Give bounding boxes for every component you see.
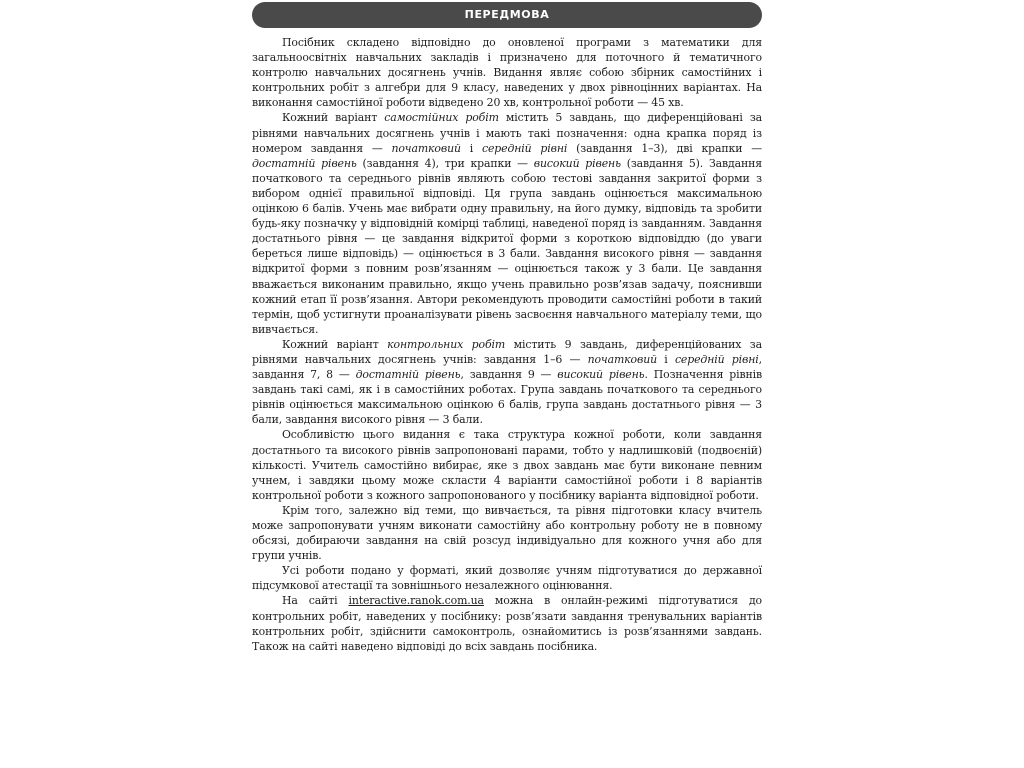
italic-term: самостійних робіт <box>384 111 499 125</box>
italic-term: достатній рівень <box>252 156 357 170</box>
paragraph: Посібник складено відповідно до оновленої програми з математики для загальноосвітніх навчальних закладів і призначено для поточного й тематичного контролю навчальних досягнень учнів. Видання являє собою збірник самостійних і контрольних робіт з алгебри для 9 класу, наведених у двох рівноцінних варіантах. На виконання самостійної роботи відведено 20 хв, контрольної роботи — 45 хв. <box>252 36 762 110</box>
document-page <box>252 0 762 768</box>
paragraph: Усі роботи подано у форматі, який дозволяє учням підготуватися до державної підсумкової атестації та зовнішнього незалежного оцінювання. <box>252 564 762 593</box>
website-link[interactable]: interactive.ranok.com.ua <box>348 594 484 608</box>
preface-body <box>252 35 762 654</box>
paragraph: Кожний варіант контрольних робіт містить 9 завдань, диференційованих за рівнями навчальних досягнень учнів: завдання 1–6 — початковий і середній рівні, завдання 7, 8 — достатній рівень, завдання 9 — високий рівень. Позначення рівнів завдань такі самі, як і в самостійних роботах. Група завдань початкового та середнього рівнів оцінюється максимальною оцінкою 6 балів, група завдань достатнього рівня — 3 бали, завдання високого рівня — 3 бали. <box>252 337 762 427</box>
italic-term: середній рівні <box>481 141 568 155</box>
italic-term: початковий <box>391 141 461 155</box>
paragraph: Крім того, залежно від теми, що вивчається, та рівня підготовки класу вчитель може запропонувати учням виконати самостійну або контрольну роботу не в повному обсязі, добираючи завдання на свій розсуд індивідуально для кожного учня або для групи учнів. <box>252 503 762 563</box>
italic-term: початковий <box>587 352 657 366</box>
italic-term: достатній рівень <box>355 368 461 382</box>
paragraph: Кожний варіант самостійних робіт містить 5 завдань, що диференційовані за рівнями навчальних досягнень учнів і мають такі позначення: одна крапка поряд із номером завдання — початковий і середній рівні (завдання 1–3), дві крапки — достатній рівень (завдання 4), три крапки — високий рівень (завдання 5). Завдання початкового та середнього рівнів являють собою тестові завдання закритої форми з вибором однієї правильної відповіді. Ця група завдань оцінюється максимальною оцінкою 6 балів. Учень має вибрати одну правильну, на його думку, відповідь та зробити будь-яку позначку у відповідній комірці таблиці, наведеної поряд із завданням. Завдання достатнього рівня — це завдання відкритої форми з короткою відповіддю (до уваги береться лише відповідь) — оцінюється в 3 бали. Завдання високого рівня — завдання відкритої форми з повним розв’язанням — оцінюється також у 3 бали. Це завдання вважається виконаним правильно, якщо учень правильно розв’язав задачу, пояснивши кожний етап її розв’язання. Автори рекомендують проводити самостійні роботи в такий термін, щоб устигнути проаналізувати рівень засвоєння навчального матеріалу теми, що вивчається. <box>252 111 763 336</box>
paragraph: Особливістю цього видання є така структура кожної роботи, коли завдання достатнього та високого рівнів запропоновані парами, тобто у надлишковій (подвоєній) кількості. Учитель самостійно вибирає, яке з двох завдань має бути виконане певним учнем, і завдяки цьому може скласти 4 варіанти самостійної роботи і 8 варіантів контрольної роботи з кожного запропонованого у посібнику варіанта відповідної роботи. <box>252 428 762 502</box>
italic-term: середній рівні <box>674 352 759 366</box>
paragraph: На сайті interactive.ranok.com.ua можна в онлайн-режимі підготуватися до контрольних робіт, наведених у посібнику: розв’язати завдання тренувальних варіантів контрольних робіт, здійснити самоконтроль, ознайомитись із розв’язаннями завдань. Також на сайті наведено відповіді до всіх завдань посібника. <box>252 594 762 653</box>
italic-term: контрольних робіт <box>387 337 506 351</box>
italic-term: високий рівень <box>533 156 621 170</box>
italic-term: високий рівень <box>557 368 645 382</box>
section-title: ПЕРЕДМОВА <box>252 2 762 28</box>
